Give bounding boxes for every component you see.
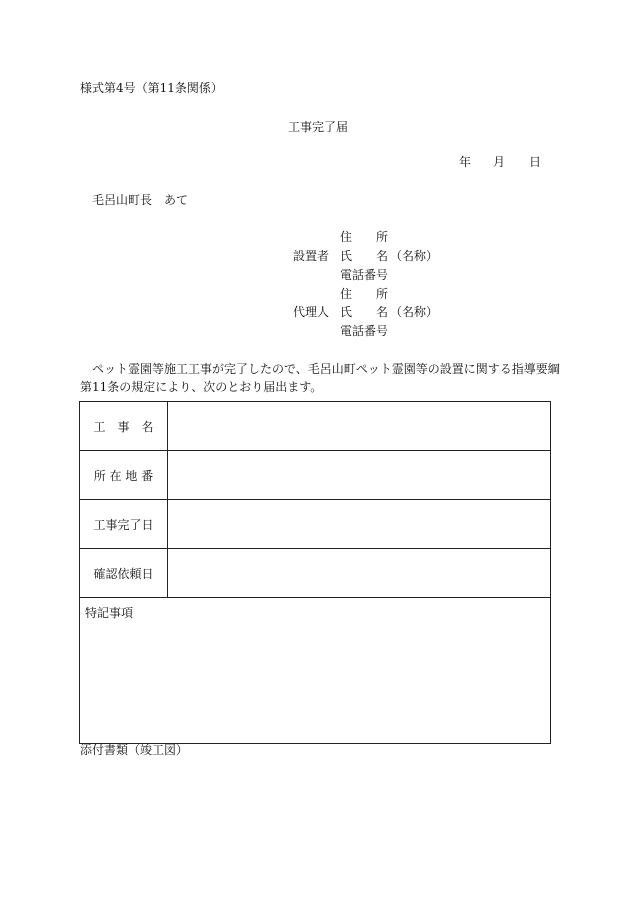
agent-address-label: 住 所 (340, 287, 389, 301)
agent-name-suffix: （名称） (390, 305, 439, 319)
installer-phone-label: 電話番号 (340, 268, 389, 282)
table-row (80, 500, 551, 549)
construction-name-label: 工 事 名 (80, 402, 168, 451)
location-field[interactable] (168, 451, 551, 500)
installer-address-label: 住 所 (340, 230, 389, 244)
agent-role-label: 代理人 (293, 305, 330, 319)
special-notes-label: 特記事項 (85, 606, 134, 620)
form-table (79, 401, 551, 744)
date-day-label: 日 (529, 155, 542, 169)
date-year-label: 年 (459, 155, 472, 169)
addressee: 毛呂山町長 あて (92, 193, 189, 207)
attachments-note: 添付書類（竣工図） (80, 743, 189, 757)
table-row (80, 549, 551, 598)
table-row (80, 598, 551, 744)
agent-phone-label: 電話番号 (340, 324, 389, 338)
document-title: 工事完了届 (288, 120, 349, 134)
construction-name-field[interactable] (168, 402, 551, 451)
completion-date-field[interactable] (168, 500, 551, 549)
special-notes-field[interactable] (80, 598, 551, 744)
form-number: 様式第4号（第11条関係） (80, 81, 223, 95)
date-month-label: 月 (493, 155, 506, 169)
table-row (80, 451, 551, 500)
body-text-line-2: 第11条の規定により、次のとおり届出ます。 (80, 380, 323, 394)
installer-role-label: 設置者 (293, 249, 330, 263)
installer-name-suffix: （名称） (390, 249, 439, 263)
body-text-line-1: ペット霊園等施工工事が完了したので、毛呂山町ペット霊園等の設置に関する指導要綱 (92, 362, 560, 376)
inspection-request-date-field[interactable] (168, 549, 551, 598)
agent-name-label: 氏 名 (340, 305, 389, 319)
inspection-request-date-label: 確認依頼日 (80, 549, 168, 598)
table-row (80, 402, 551, 451)
location-label: 所 在 地 番 (80, 451, 168, 500)
completion-date-label: 工事完了日 (80, 500, 168, 549)
installer-name-label: 氏 名 (340, 249, 389, 263)
